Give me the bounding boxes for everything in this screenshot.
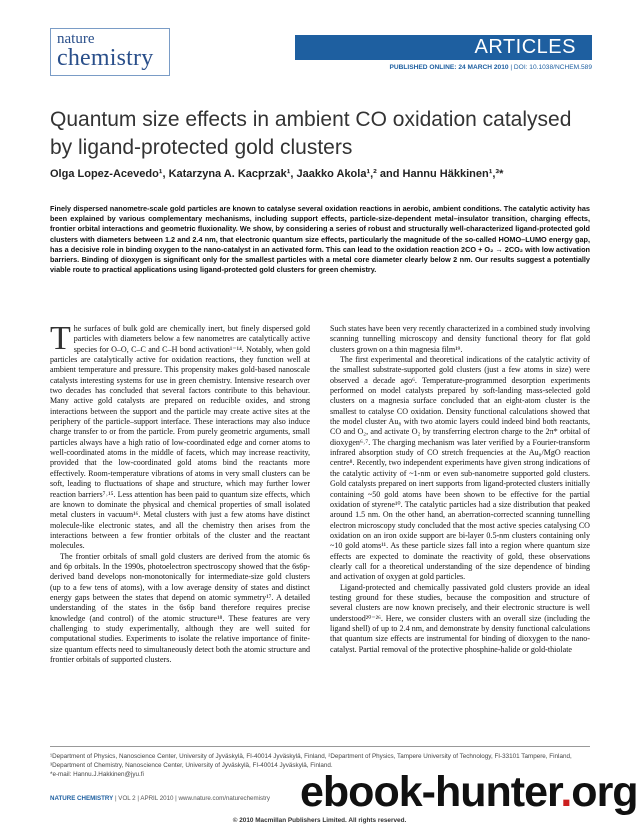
abstract: Finely dispersed nanometre-scale gold particles are known to catalyse several oxidation reactions in aerobic, ambient conditions. The catalytic activity has been explained by various complementary mechanisms, including support effects, particle-size-dependent metal–insulator transition, charging effects, frontier orbital interactions and geometric fluxionality. We show, by considering a series of robust and structurally well-characterized ligand-protected gold clusters with diameters between 1.2 and 2.4 nm, that electronic quantum size effects, particularly the magnitude of the so-called HOMO–LUMO energy gap, has a decisive role in binding oxygen to the nano-catalyst in an activated form. This can lead to the oxidation reaction 2CO + O₂ → 2CO₂ with low activation barriers. Binding of dioxygen is significant only for the smallest particles with a metal core diameter clearly below 2 nm. Our results suggest a potentially viable route to practical applications using ligand-protected gold clusters for green chemistry. [50, 204, 590, 275]
paragraph-text: he surfaces of bulk gold are chemically inert, but finely dispersed gold particles with diameters below a few nanometres are catalytically active species for O–O, C–C and C–H bond activation¹⁻¹⁴. Notably, when gold particles are catalytically active for oxidation reactions, they function well at ambient temperature and pressure. This propensity makes gold-based nanoscale catalysts interesting systems for use in green chemistry. Intensive research over two decades has concluded that several factors contribute to this behaviour. Many active gold catalysts are prepared on reducible oxides, and strong interactions between the support and the particle may create active sites at the periphery of the particle–support interface. These interactions may also induce charge transfer to or from the particle. From purely geometric arguments, small particles always have a high ratio of low-coordinated edge and corner atoms to well-coordinated atoms in the middle of facets, which may increase reactivity, provided that the low-coordinated gold atoms bind the reactants more effectively. Room-temperature vibrations of atoms in very small clusters can be soft, leading to fluctuations of shape and structure, which may further lower reaction barriers⁷˒¹⁵. Less attention has been paid to quantum size effects, which are known to dominate the physical and chemical properties of small isolated metal clusters in vacuum¹⁶. Metal clusters with just a few atoms have distinct molecule-like electronic states, and all the chemistry then arises from the interactions between a few frontier orbitals of the cluster and the reactant molecules. [50, 324, 310, 551]
published-date: PUBLISHED ONLINE: 24 MARCH 2010 [389, 64, 509, 71]
logo-word-nature: nature [57, 31, 95, 47]
copyright-line: © 2010 Macmillan Publishers Limited. All rights reserved. [232, 817, 407, 824]
corresponding-email[interactable]: *e-mail: Hannu.J.Hakkinen@jyu.fi [50, 771, 144, 778]
footer-journal: NATURE CHEMISTRY [50, 795, 114, 802]
logo-word-chemistry: chemistry [57, 45, 154, 71]
publication-line [389, 64, 592, 71]
section-banner [295, 35, 592, 60]
affiliation-text: ¹Department of Physics, Nanoscience Center, University of Jyväskylä, FI-40014 Jyväskylä, Finland, ²Department of Physics, Tampere University of Technology, FI-33101 Tampere, Finland, ³Department of Chemistry, Nanoscience Center, University of Jyväskylä, FI-40014 Jyväskylä, Finland. [50, 753, 572, 769]
body-column-right [330, 324, 590, 655]
doi: DOI: 10.1038/NCHEM.589 [513, 64, 592, 71]
journal-logo [50, 28, 170, 76]
footer-issue: | VOL 2 | APRIL 2010 | www.nature.com/naturechemistry [114, 795, 270, 802]
pub-separator: | [510, 64, 514, 71]
watermark-end: org [571, 768, 638, 816]
paragraph: The frontier orbitals of small gold clusters are derived from the atomic 6s and 6p orbitals. In the 1990s, photoelectron spectroscopy showed that the 6s6p-derived band develops non-monotonically for intermediate-size gold clusters (up to a few tens of atoms), with a low average density of states and distinct energy gaps between the states that depend on atomic symmetry¹⁷. A detailed understanding of the states in the 6s6p band therefore requires precise knowledge (and control) of the atomic structure¹⁸. These features are very challenging to study experimentally, although they are well suited for computational studies. Experiments to isolate the relative importance of finite-size quantum effects need to simultaneously detect both the atomic structure and frontier orbitals of supported clusters. [50, 551, 310, 664]
watermark-dot: . [560, 768, 572, 816]
body-column-left [50, 320, 310, 665]
drop-cap: T [50, 320, 71, 357]
paragraph: Ligand-protected and chemically passivated gold clusters provide an ideal testing ground for these studies, because the composition and structure of several clusters are now known precisely, and their electronic structure is well understood²⁰⁻²⁶. Here, we consider clusters with an overall size (including the ligand shell) of up to 2.4 nm, and demonstrate by density functional calculations that quantum size effects are instrumental for binding of dioxygen to the nano-catalyst. Partial removal of the protective phosphine-halide or gold-thiolate [330, 582, 590, 654]
paragraph: Such states have been very recently characterized in a combined study involving scanning tunnelling microscopy and density functional theory for flat gold clusters grown on a thin magnesia film¹⁹. [330, 324, 590, 354]
section-label: ARTICLES [474, 36, 576, 58]
watermark-main: ebook-hunter [300, 768, 561, 816]
author-list: Olga Lopez-Acevedo¹, Katarzyna A. Kacprzak¹, Jaakko Akola¹,² and Hannu Häkkinen¹,³* [50, 168, 504, 180]
footnote-rule [50, 746, 590, 747]
watermark [300, 768, 638, 817]
paragraph: The first experimental and theoretical indications of the catalytic activity of the smallest substrate-supported gold clusters (just a few atoms in size) were observed a decade ago⁶. Temperature-programmed desorption experiments performed on model catalysts prepared by soft-landing mass-selected gold clusters on a magnesia surface concluded that an eight-atom cluster is the smallest to catalyse CO oxidation. Density functional calculations showed that the model cluster Au₈ with two atomic layers could indeed bind both reactants, CO and O₂, and activate O₂ by transferring electron charge to the 2π* orbital of dioxygen⁶˒⁷. The charging mechanism was later verified by a Fourier-transform infrared absorption study of CO stretch frequencies at the Au₈/MgO reaction centre⁸. Recently, two independent experiments have given strong indications of the catalytic activity of ~1-nm or even sub-nanometre supported gold clusters. Gold catalysts prepared on inert supports from ligand-protected clusters initially containing ~50 gold atoms have been shown to be effective for the partial oxidation of styrene¹⁰. The catalytic particles had a size distribution that peaked around 1.5 nm. On the other hand, an aberration-corrected scanning tunnelling electron microscopy study concluded that the most active species catalysing CO oxidation on an iron oxide support are bi-layer 0.5-nm clusters containing only ~10 gold atoms¹¹. As these particle sizes fall into a region where quantum size effects are expected to dominate the reactivity of gold, these observations clearly call for a theoretical understanding of the size dependence of binding and activation of oxygen at gold particles. [330, 355, 590, 582]
article-title: Quantum size effects in ambient CO oxidation catalysed by ligand-protected gold clusters [50, 108, 572, 159]
paragraph [50, 320, 310, 552]
